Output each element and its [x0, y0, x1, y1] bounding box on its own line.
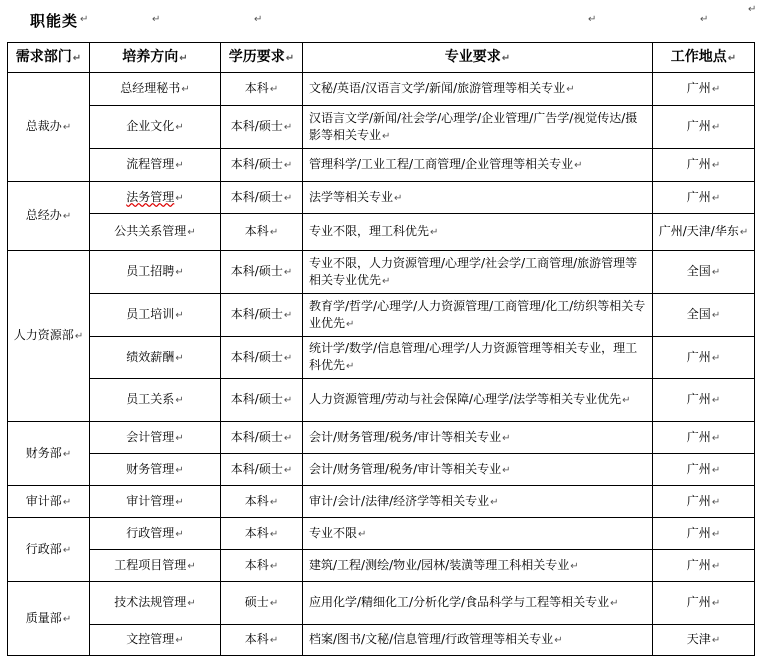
degree-cell: 本科/硕士↵	[221, 106, 303, 149]
header-major: 专业要求↵	[303, 43, 653, 73]
location-cell: 天津↵	[653, 625, 755, 656]
department-cell: 人力资源部↵	[8, 251, 90, 422]
department-cell: 行政部↵	[8, 518, 90, 582]
major-cell: 专业不限，人力资源管理/心理学/社会学/工商管理/旅游管理等相关专业优先↵	[303, 251, 653, 294]
location-cell: 广州↵	[653, 454, 755, 486]
direction-cell: 公共关系管理↵	[90, 214, 221, 251]
degree-cell: 本科/硕士↵	[221, 454, 303, 486]
degree-cell: 本科↵	[221, 518, 303, 550]
table-row	[8, 582, 755, 625]
degree-cell: 本科/硕士↵	[221, 422, 303, 454]
location-cell: 广州↵	[653, 550, 755, 582]
table-row	[8, 518, 755, 550]
direction-cell: 文控管理↵	[90, 625, 221, 656]
section-title: 职能类	[30, 12, 79, 30]
direction-cell: 行政管理↵	[90, 518, 221, 550]
direction-cell: 工程项目管理↵	[90, 550, 221, 582]
degree-cell: 本科/硕士↵	[221, 149, 303, 182]
degree-cell: 本科↵	[221, 486, 303, 518]
major-cell: 教育学/哲学/心理学/人力资源管理/工商管理/化工/纺织等相关专业优先↵	[303, 294, 653, 337]
major-cell: 建筑/工程/测绘/物业/园林/装潢等理工科相关专业↵	[303, 550, 653, 582]
location-cell: 广州↵	[653, 73, 755, 106]
table-row	[8, 486, 755, 518]
direction-cell: 流程管理↵	[90, 149, 221, 182]
paragraph-mark-icon: ↵	[700, 14, 709, 25]
department-cell: 总经办↵	[8, 182, 90, 251]
major-cell: 人力资源管理/劳动与社会保障/心理学/法学等相关专业优先↵	[303, 379, 653, 422]
direction-cell: 财务管理↵	[90, 454, 221, 486]
table-row	[8, 550, 755, 582]
paragraph-mark-icon: ↵	[748, 4, 757, 15]
degree-cell: 本科/硕士↵	[221, 337, 303, 379]
degree-cell: 本科↵	[221, 214, 303, 251]
department-cell: 财务部↵	[8, 422, 90, 486]
direction-cell: 技术法规管理↵	[90, 582, 221, 625]
recruitment-table	[7, 42, 755, 656]
location-cell: 广州↵	[653, 518, 755, 550]
direction-cell: 总经理秘书↵	[90, 73, 221, 106]
header-location: 工作地点↵	[653, 43, 755, 73]
location-cell: 广州↵	[653, 182, 755, 214]
degree-cell: 本科/硕士↵	[221, 251, 303, 294]
table-row	[8, 379, 755, 422]
table-row	[8, 149, 755, 182]
degree-cell: 本科/硕士↵	[221, 379, 303, 422]
table-row	[8, 106, 755, 149]
location-cell: 广州↵	[653, 106, 755, 149]
direction-cell: 员工培训↵	[90, 294, 221, 337]
header-row	[8, 43, 755, 73]
direction-cell: 员工招聘↵	[90, 251, 221, 294]
degree-cell: 本科↵	[221, 550, 303, 582]
header-department: 需求部门↵	[8, 43, 90, 73]
location-cell: 广州↵	[653, 337, 755, 379]
major-cell: 会计/财务管理/税务/审计等相关专业↵	[303, 422, 653, 454]
table-row	[8, 294, 755, 337]
major-cell: 文秘/英语/汉语言文学/新闻/旅游管理等相关专业↵	[303, 73, 653, 106]
paragraph-mark-icon: ↵	[80, 14, 89, 25]
location-cell: 广州↵	[653, 422, 755, 454]
degree-cell: 本科↵	[221, 73, 303, 106]
paragraph-mark-icon: ↵	[152, 14, 161, 25]
table-row	[8, 625, 755, 656]
header-direction: 培养方向↵	[90, 43, 221, 73]
degree-cell: 本科/硕士↵	[221, 182, 303, 214]
degree-cell: 硕士↵	[221, 582, 303, 625]
location-cell: 全国↵	[653, 294, 755, 337]
direction-cell: 企业文化↵	[90, 106, 221, 149]
header-degree: 学历要求↵	[221, 43, 303, 73]
table-row	[8, 182, 755, 214]
table-row	[8, 454, 755, 486]
table-row	[8, 422, 755, 454]
major-cell: 专业不限，理工科优先↵	[303, 214, 653, 251]
department-cell: 总裁办↵	[8, 73, 90, 182]
location-cell: 广州↵	[653, 582, 755, 625]
major-cell: 审计/会计/法律/经济学等相关专业↵	[303, 486, 653, 518]
degree-cell: 本科/硕士↵	[221, 294, 303, 337]
table-row	[8, 214, 755, 251]
major-cell: 管理科学/工业工程/工商管理/企业管理等相关专业↵	[303, 149, 653, 182]
major-cell: 法学等相关专业↵	[303, 182, 653, 214]
location-cell: 广州↵	[653, 486, 755, 518]
location-cell: 广州↵	[653, 379, 755, 422]
direction-cell: 会计管理↵	[90, 422, 221, 454]
table-row	[8, 73, 755, 106]
major-cell: 应用化学/精细化工/分析化学/食品科学与工程等相关专业↵	[303, 582, 653, 625]
table-row	[8, 251, 755, 294]
major-cell: 档案/图书/文秘/信息管理/行政管理等相关专业↵	[303, 625, 653, 656]
location-cell: 广州/天津/华东↵	[653, 214, 755, 251]
major-cell: 专业不限↵	[303, 518, 653, 550]
paragraph-mark-icon: ↵	[588, 14, 597, 25]
department-cell: 审计部↵	[8, 486, 90, 518]
direction-cell: 法务管理↵	[90, 182, 221, 214]
location-cell: 广州↵	[653, 149, 755, 182]
major-cell: 汉语言文学/新闻/社会学/心理学/企业管理/广告学/视觉传达/摄影等相关专业↵	[303, 106, 653, 149]
major-cell: 统计学/数学/信息管理/心理学/人力资源管理等相关专业，理工科优先↵	[303, 337, 653, 379]
paragraph-mark-icon: ↵	[254, 14, 263, 25]
direction-cell: 员工关系↵	[90, 379, 221, 422]
direction-cell: 审计管理↵	[90, 486, 221, 518]
degree-cell: 本科↵	[221, 625, 303, 656]
direction-cell: 绩效薪酬↵	[90, 337, 221, 379]
location-cell: 全国↵	[653, 251, 755, 294]
major-cell: 会计/财务管理/税务/审计等相关专业↵	[303, 454, 653, 486]
table-row	[8, 337, 755, 379]
department-cell: 质量部↵	[8, 582, 90, 656]
